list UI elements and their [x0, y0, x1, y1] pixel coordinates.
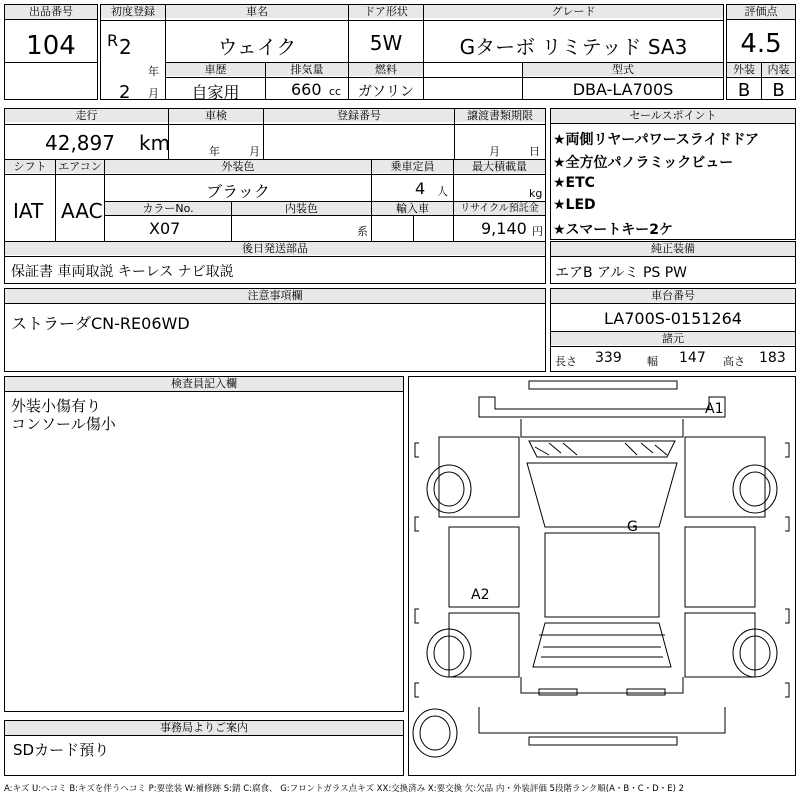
history-label: 車歴 — [166, 63, 265, 76]
width-value: 147 — [679, 350, 706, 366]
genuine-value: エアB アルミ PS PW — [555, 265, 688, 281]
notes-box — [4, 288, 546, 372]
ext-value: B — [737, 80, 751, 101]
length-label: 長さ — [555, 355, 577, 368]
shift-value: IAT — [13, 199, 44, 223]
ext-label: 外装 — [727, 63, 761, 76]
chassis-box — [550, 288, 796, 372]
sales-point-item: ★LED — [553, 197, 596, 213]
sales-points-label: セールスポイント — [551, 109, 795, 124]
inspector-line: コンソール傷小 — [11, 415, 116, 433]
door-label: ドア形状 — [349, 5, 423, 18]
chassis-label: 車台番号 — [551, 289, 795, 304]
damage-mark-g: G — [627, 519, 638, 535]
door-value: 5W — [369, 31, 403, 55]
int-label: 内装 — [762, 63, 795, 76]
inspector-label: 検査員記入欄 — [5, 377, 403, 392]
max-load-label: 最大積載量 — [454, 160, 545, 173]
inspector-line: 外装小傷有り — [11, 397, 102, 415]
aircon-label: エアコン — [56, 160, 104, 173]
color-no-label: カラーNo. — [105, 202, 231, 215]
sales-point-item: ★全方位パノラミックビュー — [553, 155, 734, 171]
grade-label: グレード — [424, 5, 723, 18]
car-name-value: ウェイク — [217, 35, 297, 59]
transfer-label: 譲渡書類期限 — [455, 109, 545, 122]
displacement-value: 660 — [291, 80, 322, 99]
first-reg-label: 初度登録 — [101, 5, 165, 18]
aircon-value: AAC — [61, 199, 103, 223]
notes-value: ストラーダCN-RE06WD — [11, 314, 190, 333]
history-value: 自家用 — [191, 83, 240, 102]
transfer-day-unit: 日 — [529, 145, 540, 158]
color-no-value: X07 — [149, 219, 181, 238]
lot-box — [4, 4, 98, 100]
int-value: B — [772, 80, 785, 101]
int-color-label: 内装色 — [232, 202, 371, 215]
car-diagram — [408, 376, 796, 776]
grade-value: Gターボ リミテッド SA3 — [459, 35, 688, 59]
int-color-unit: 系 — [357, 225, 368, 238]
office-label: 事務局よりご案内 — [5, 721, 403, 736]
recycle-label: リサイクル預託金 — [454, 202, 545, 215]
width-label: 幅 — [647, 355, 658, 368]
import-label: 輸入車 — [372, 202, 453, 215]
height-label: 高さ — [723, 355, 745, 368]
height-value: 183 — [759, 350, 786, 366]
recycle-value: 9,140 — [481, 219, 527, 238]
displacement-unit: cc — [329, 85, 342, 98]
later-parts-value: 保証書 車両取説 キーレス ナビ取説 — [11, 264, 234, 280]
vehicle-detail-table — [4, 108, 546, 284]
specs-label: 諸元 — [551, 332, 795, 345]
damage-mark-a2: A2 — [471, 587, 490, 603]
office-value: SDカード預り — [13, 741, 110, 759]
length-value: 339 — [595, 350, 622, 366]
model-value: DBA-LA700S — [572, 80, 674, 99]
first-reg-month: 2 — [119, 82, 131, 103]
score-box — [726, 4, 796, 100]
transfer-month-unit: 月 — [489, 145, 500, 158]
later-parts-label: 後日発送部品 — [5, 242, 545, 255]
genuine-label: 純正装備 — [551, 242, 795, 257]
displacement-label: 排気量 — [266, 63, 348, 76]
lot-label: 出品番号 — [5, 5, 97, 20]
capacity-unit: 人 — [437, 185, 448, 198]
score-value: 4.5 — [740, 29, 782, 59]
ext-color-label: 外装色 — [105, 160, 371, 173]
first-reg-year-unit: 年 — [148, 65, 159, 78]
inspection-label: 車検 — [169, 109, 263, 122]
chassis-value: LA700S-0151264 — [604, 309, 742, 328]
car-outline-diagram — [409, 377, 795, 775]
capacity-label: 乗車定員 — [372, 160, 453, 173]
recycle-unit: 円 — [532, 225, 543, 238]
inspector-box — [4, 376, 404, 712]
office-box — [4, 720, 404, 776]
fuel-label: 燃料 — [349, 63, 423, 76]
ext-color-value: ブラック — [206, 182, 270, 201]
sales-point-item: ★ETC — [553, 175, 595, 191]
fuel-value: ガソリン — [358, 84, 414, 100]
sales-point-item: ★スマートキー2ケ — [553, 222, 674, 238]
reg-no-label: 登録番号 — [264, 109, 454, 122]
sales-points-box — [550, 108, 796, 240]
genuine-box — [550, 241, 796, 284]
car-name-label: 車名 — [166, 5, 348, 18]
top-info-table — [100, 4, 724, 103]
shift-label: シフト — [5, 160, 55, 173]
sales-point-item: ★両側リヤーパワースライドドア — [553, 132, 760, 148]
mileage-value: 42,897 — [45, 131, 115, 155]
lot-number: 104 — [26, 31, 76, 61]
mileage-label: 走行 — [5, 109, 168, 122]
capacity-value: 4 — [415, 179, 426, 198]
max-load-unit: kg — [529, 187, 543, 200]
notes-label: 注意事項欄 — [5, 289, 545, 304]
inspection-year-unit: 年 — [209, 145, 220, 158]
inspection-month-unit: 月 — [249, 145, 260, 158]
damage-mark-a1: A1 — [705, 401, 724, 417]
mileage-unit: km — [139, 131, 171, 155]
legend-text: A:キズ U:ヘコミ B:キズを伴うヘコミ P:要塗装 W:補修跡 S:錆 C:腐食、 G:フロントガラス点キズ XX:交換済み X:要交換 欠:欠品 内・外装評価 5段階ランク順(A・B・C・D・E) 2 — [4, 784, 685, 794]
first-reg-era: R — [107, 31, 119, 50]
score-label: 評価点 — [727, 5, 795, 20]
first-reg-year: 2 — [119, 35, 132, 59]
model-label: 型式 — [523, 63, 723, 76]
first-reg-month-unit: 月 — [148, 87, 159, 100]
